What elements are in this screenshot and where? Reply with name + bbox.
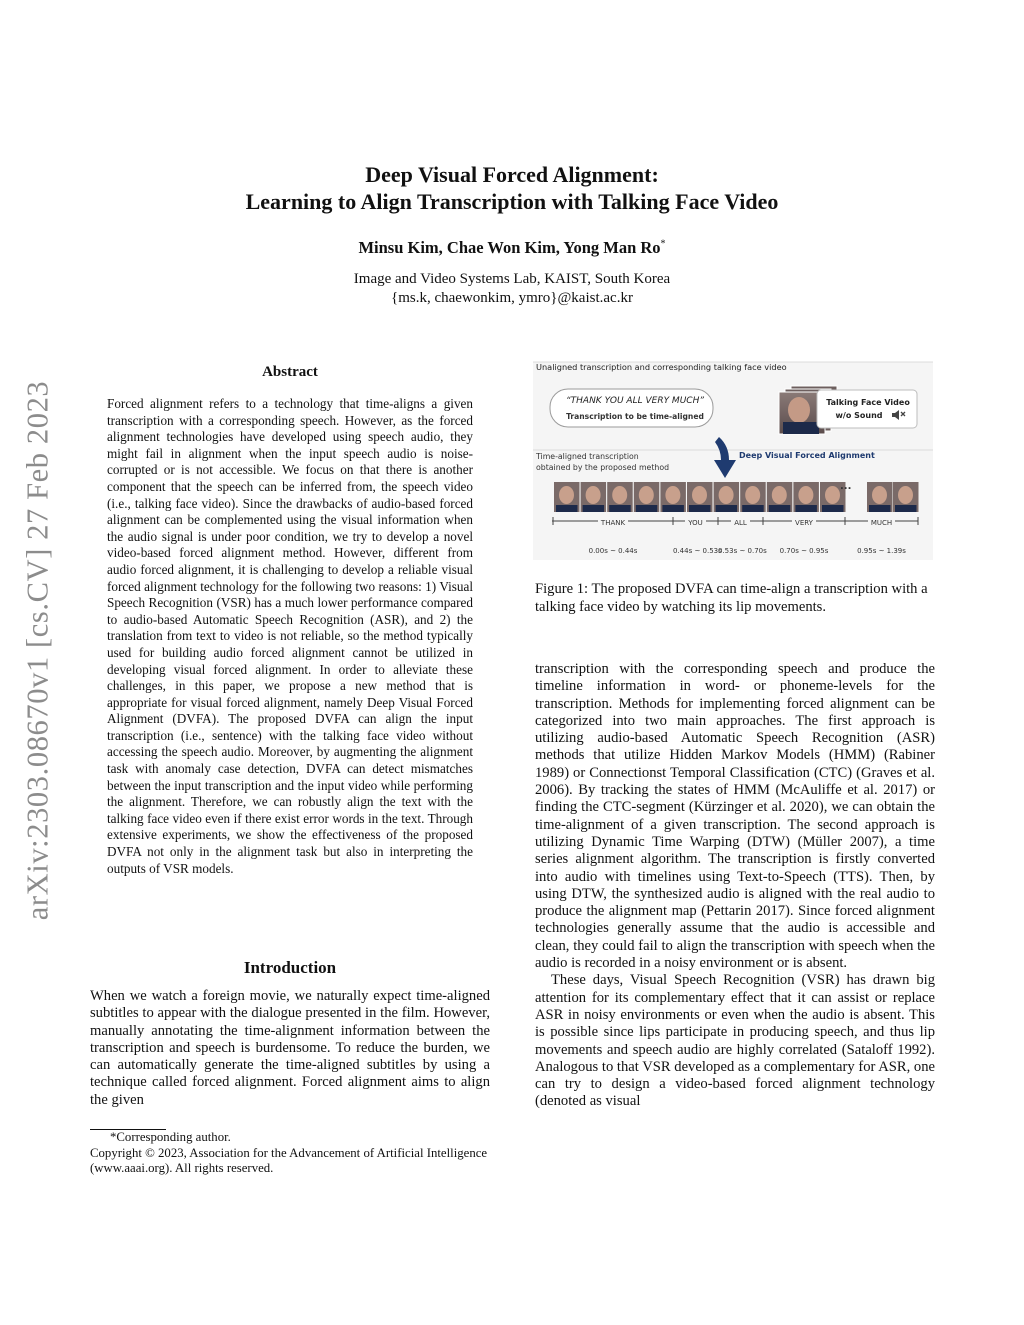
video-label-box: [817, 390, 917, 428]
transcription-quote: “THANK YOU ALL VERY MUCH”: [565, 396, 705, 406]
emails: {ms.k, chaewonkim, ymro}@kaist.ac.kr: [391, 290, 633, 306]
aligned-label-line-1: Time-aligned transcription: [536, 452, 639, 461]
timeline-time: 0.95s ~ 1.39s: [857, 547, 906, 555]
timeline-time: 0.70s ~ 0.95s: [779, 547, 829, 555]
face-frame: [687, 482, 713, 512]
face-frame: [581, 482, 607, 512]
introduction-heading: Introduction: [243, 958, 337, 977]
transcription-subtitle: Transcription to be time-aligned: [566, 412, 704, 421]
arxiv-sidebar: [12, 355, 64, 945]
figure-1: [533, 360, 935, 565]
face-frame: [554, 482, 580, 512]
speaker-face: [788, 397, 810, 423]
speaker-jacket: [783, 422, 819, 434]
affiliation: Image and Video Systems Lab, KAIST, South Korea: [353, 271, 671, 287]
timeline-time: 0.53s ~ 0.70s: [718, 547, 767, 555]
frames-ellipsis: ...: [840, 481, 852, 492]
aligned-label-line-2: obtained by the proposed method: [536, 463, 670, 472]
face-frame: [893, 482, 919, 512]
paper-title-line-2: Learning to Align Transcription with Talking Face Video: [245, 189, 779, 214]
face-frame: [714, 482, 740, 512]
timeline-time: 0.00s ~ 0.44s: [588, 547, 638, 555]
figure-1-caption: Figure 1: The proposed DVFA can time-align a transcription with a talking face video by watching its lip movements.: [535, 581, 928, 615]
face-frame: [634, 482, 660, 512]
figure-top-label: Unaligned transcription and corresponding talking face video: [536, 362, 787, 372]
video-label-line-1: Talking Face Video: [826, 398, 910, 407]
introduction-right-text: [535, 661, 935, 1111]
paper-title-line-1: Deep Visual Forced Alignment:: [365, 162, 659, 187]
timeline-time: 0.44s ~ 0.53s: [673, 547, 722, 555]
face-frame: [767, 482, 793, 512]
face-frame: [607, 482, 633, 512]
intro-right-paragraph-1: transcription with the corresponding speech and produce the timeline information in word- or phoneme-levels for the transcription. Methods for implementing forced alignment can be categorized into two main approaches. The first approach is utilizing audio-based Automatic Speech Recognition (ASR) methods that utilize Hidden Markov Models (HMM) (Rabiner 1989) or Connectionst Temporal Classification (CTC) (Graves et al. 2006). By tracking the states of HMM (McAuliffe et al. 2017) or finding the CTC-segment (Kürzinger et al. 2020), we can obtain the time-alignment of a given transcription. The second approach is utilizing Dynamic Time Warping (DTW) (Müller 2007), a time series alignment algorithm. The transcription is firstly converted into audio with timelines using Text-to-Speech (TTS). Then, by using DTW, the synthesized audio is aligned with the real audio to produce the alignment map (Pettarin 2017). Since forced alignment technologies generally assume that the audio is accessible and clean, they could fail to align the transcription with speech when the audio is recorded in a noisy environment or is absent.: [535, 661, 935, 972]
face-frame: [867, 482, 893, 512]
face-frame: [660, 482, 686, 512]
timeline-word: MUCH: [845, 519, 918, 527]
video-label-line-2: w/o Sound: [835, 411, 883, 420]
abstract-heading: Abstract: [262, 364, 318, 380]
introduction-left-text: When we watch a foreign movie, we naturally expect time-aligned subtitles to appear with the dialogue presented in the film. However, manually annotating the time-alignment information between the transcription and speech is burdensome. To reduce the burden, we can automatically generate the time-aligned subtitles by using a technique called forced alignment. Forced alignment aims to align the given: [90, 988, 490, 1108]
author-mark: *: [660, 238, 666, 250]
timeline-word: VERY: [763, 519, 845, 527]
face-frame: [740, 482, 766, 512]
timeline-word: THANK: [553, 519, 673, 527]
arxiv-id: arXiv:2303.08670v1 [cs.CV] 27 Feb 2023: [20, 380, 55, 920]
author-names: Minsu Kim, Chae Won Kim, Yong Man Ro: [358, 238, 661, 257]
footnote: [90, 1130, 490, 1177]
authors: [0, 238, 1024, 258]
transcription-box: [550, 389, 713, 427]
footnote-copyright: Copyright © 2023, Association for the Advancement of Artificial Intelligence (www.aaai.org). All rights reserved.: [90, 1145, 488, 1176]
intro-right-paragraph-2: These days, Visual Speech Recognition (VSR) has drawn big attention for its complementary effect that it can assist or replace ASR in noisy environments or even when the audio is absent. This is possible since lips participate in producing speech, and thus lip movements and speech audio are highly correlated (Sataloff 1992). Analogous to that VSR developed as a complementary for ASR, one can try to design a video-based forced alignment technology (denoted as visual: [535, 972, 935, 1110]
face-frame: [793, 482, 819, 512]
timeline-word: ALL: [718, 519, 763, 527]
method-label: Deep Visual Forced Alignment: [739, 451, 875, 460]
timeline-word: YOU: [673, 519, 718, 527]
footnote-corresponding: *Corresponding author.: [110, 1130, 231, 1144]
abstract-body: Forced alignment refers to a technology that time-aligns a given transcription with a corresponding speech. However, as the forced alignment technologies have developed using speech audio, they might fail in alignment when the input speech audio is noise-corrupted or is not accessible. We focus on that there is another component that the speech can be inferred from, the speech video (i.e., talking face video). Since the drawbacks of audio-based forced alignment can be complemented using the visual information when the audio signal is under poor condition, we try to develop a novel video-based forced alignment method. However, different from audio forced alignment, it is challenging to develop a reliable visual forced alignment technology for the following two reasons: 1) Visual Speech Recognition (VSR) has a much lower performance compared to audio-based Automatic Speech Recognition (ASR), and 2) the translation from text to video is not reliable, so the method typically used for building audio forced alignment cannot be utilized in developing visual forced alignment. In order to alleviate these challenges, in this paper, we propose a new method that is appropriate for visual forced alignment, namely Deep Visual Forced Alignment (DVFA). The proposed DVFA can align the input transcription (i.e., sentence) with the talking face video without accessing the speech audio. Moreover, by augmenting the alignment task with anomaly case detection, DVFA can detect mismatches between the input transcription and the input video while performing the alignment. Therefore, we can robustly align the text with the talking face video even if there exist error words in the text. Through extensive experiments, we show the effectiveness of the proposed DVFA not only in the alignment task but also in interpreting the outputs of VSR models.: [107, 396, 473, 876]
